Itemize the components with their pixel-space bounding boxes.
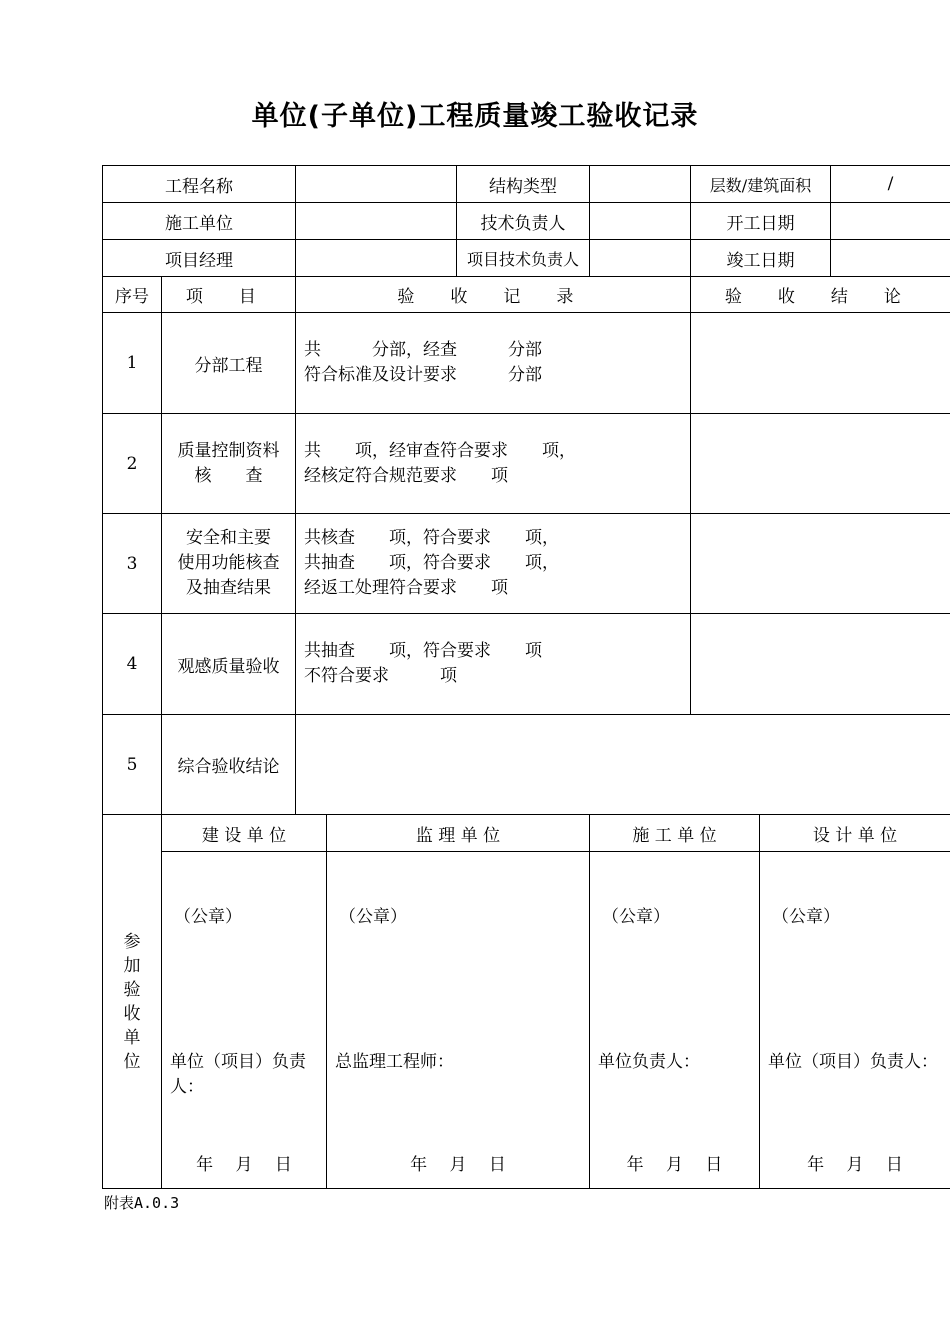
project-manager-field[interactable] bbox=[296, 240, 457, 277]
design-signature-cell[interactable] bbox=[760, 852, 950, 1189]
row-item bbox=[162, 313, 296, 414]
design-unit-header: 设 计 单 位 bbox=[760, 815, 950, 852]
header-row-3 bbox=[103, 240, 950, 277]
owner-unit-header: 建 设 单 位 bbox=[162, 815, 327, 852]
signature-date: 年 月 日 bbox=[196, 1155, 292, 1175]
supervision-unit-header: 监 理 单 位 bbox=[327, 815, 590, 852]
project-manager-label: 项目经理 bbox=[103, 240, 296, 277]
completion-date-field[interactable] bbox=[831, 240, 950, 277]
row-conclusion[interactable] bbox=[691, 514, 950, 614]
row-no: 1 bbox=[103, 313, 162, 414]
contractor-signature-cell[interactable] bbox=[590, 852, 760, 1189]
owner-signature-cell[interactable] bbox=[162, 852, 327, 1189]
responsible-label: 单位（项目）负责人： bbox=[768, 1052, 938, 1072]
tech-lead-field[interactable] bbox=[590, 203, 691, 240]
header-row-1 bbox=[103, 166, 950, 203]
row-item-line: 质量控制资料 bbox=[177, 440, 280, 461]
record-line: 共抽查 项，符合要求 项 bbox=[304, 641, 542, 661]
table-row bbox=[103, 715, 950, 815]
record-line: 符合标准及设计要求 分部 bbox=[304, 365, 542, 385]
row-record[interactable] bbox=[296, 414, 691, 514]
row-no: 5 bbox=[103, 715, 162, 815]
col-no-header: 序号 bbox=[103, 277, 162, 313]
tech-lead-label: 技术负责人 bbox=[457, 203, 590, 240]
row-conclusion[interactable] bbox=[691, 614, 950, 715]
row-no: 4 bbox=[103, 614, 162, 715]
table-row bbox=[103, 414, 950, 514]
row-item bbox=[162, 614, 296, 715]
record-line: 经返工处理符合要求 项 bbox=[304, 578, 508, 598]
signature-date: 年 月 日 bbox=[626, 1155, 723, 1175]
row-record[interactable] bbox=[296, 313, 691, 414]
participants-label-char: 验 bbox=[123, 979, 141, 1000]
page-title: 单位(子单位)工程质量竣工验收记录 bbox=[251, 101, 699, 132]
row-item-line: 观感质量验收 bbox=[177, 656, 280, 677]
seal-label: （公章） bbox=[174, 907, 242, 927]
row-item bbox=[162, 414, 296, 514]
participants-label-char: 位 bbox=[123, 1051, 141, 1072]
responsible-label: 单位（项目）负责人： bbox=[170, 1052, 306, 1097]
col-record-header: 验 收 记 录 bbox=[296, 277, 691, 313]
floors-area-field[interactable]: / bbox=[831, 166, 950, 203]
project-tech-lead-field[interactable] bbox=[590, 240, 691, 277]
row-conclusion[interactable] bbox=[691, 414, 950, 514]
participants-label bbox=[103, 815, 162, 1189]
start-date-label: 开工日期 bbox=[691, 203, 831, 240]
signature-date: 年 月 日 bbox=[807, 1155, 903, 1175]
supervision-signature-cell[interactable] bbox=[327, 852, 590, 1189]
project-name-label: 工程名称 bbox=[103, 166, 296, 203]
col-conclusion-header: 验 收 结 论 bbox=[691, 277, 950, 313]
participants-label-char: 单 bbox=[123, 1027, 141, 1048]
seal-label: （公章） bbox=[339, 907, 407, 927]
row-record[interactable] bbox=[296, 614, 691, 715]
responsible-label: 总监理工程师： bbox=[335, 1052, 454, 1072]
completion-date-label: 竣工日期 bbox=[691, 240, 831, 277]
seal-label: （公章） bbox=[602, 907, 670, 927]
participants-label-char: 参 bbox=[123, 931, 141, 952]
footer-note: 附表A.0.3 bbox=[104, 1194, 180, 1212]
record-line: 共抽查 项，符合要求 项， bbox=[304, 553, 559, 573]
acceptance-form-table bbox=[102, 165, 950, 1189]
signature-date: 年 月 日 bbox=[410, 1155, 506, 1175]
table-row bbox=[103, 614, 950, 715]
row-item bbox=[162, 514, 296, 614]
col-item-header: 项 目 bbox=[162, 277, 296, 313]
project-tech-lead-label: 项目技术负责人 bbox=[457, 240, 590, 277]
header-row-2 bbox=[103, 203, 950, 240]
record-line: 经核定符合规范要求 项 bbox=[304, 465, 508, 486]
construction-unit-label: 施工单位 bbox=[103, 203, 296, 240]
responsible-label: 单位负责人： bbox=[598, 1052, 700, 1072]
project-name-field[interactable] bbox=[296, 166, 457, 203]
participants-header-row bbox=[103, 815, 950, 852]
start-date-field[interactable] bbox=[831, 203, 950, 240]
record-line: 不符合要求 项 bbox=[304, 666, 457, 686]
row-no: 3 bbox=[103, 514, 162, 614]
contractor-unit-header: 施 工 单 位 bbox=[590, 815, 760, 852]
floors-area-label: 层数/建筑面积 bbox=[691, 166, 831, 203]
table-row bbox=[103, 313, 950, 414]
row-item-line: 核 查 bbox=[194, 465, 263, 486]
row-item bbox=[162, 715, 296, 815]
row-item-line: 及抽查结果 bbox=[186, 578, 271, 598]
column-header-row bbox=[103, 277, 950, 313]
row-item-line: 综合验收结论 bbox=[177, 757, 280, 777]
row-no: 2 bbox=[103, 414, 162, 514]
row-item-line: 使用功能核查 bbox=[177, 553, 280, 573]
row-item-line: 安全和主要 bbox=[186, 528, 271, 548]
row-conclusion[interactable] bbox=[691, 313, 950, 414]
row-record[interactable] bbox=[296, 514, 691, 614]
participants-signature-row bbox=[103, 852, 950, 1189]
table-row bbox=[103, 514, 950, 614]
record-line: 共 分部，经查 分部 bbox=[304, 340, 542, 360]
record-line: 共 项，经审查符合要求 项， bbox=[304, 440, 576, 461]
structure-type-field[interactable] bbox=[590, 166, 691, 203]
structure-type-label: 结构类型 bbox=[457, 166, 590, 203]
participants-label-char: 收 bbox=[123, 1003, 141, 1024]
seal-label: （公章） bbox=[772, 907, 840, 927]
record-line: 共核查 项，符合要求 项， bbox=[304, 528, 559, 548]
row-item-line: 分部工程 bbox=[194, 355, 263, 376]
construction-unit-field[interactable] bbox=[296, 203, 457, 240]
participants-label-char: 加 bbox=[123, 955, 141, 976]
overall-conclusion-field[interactable] bbox=[296, 715, 950, 815]
